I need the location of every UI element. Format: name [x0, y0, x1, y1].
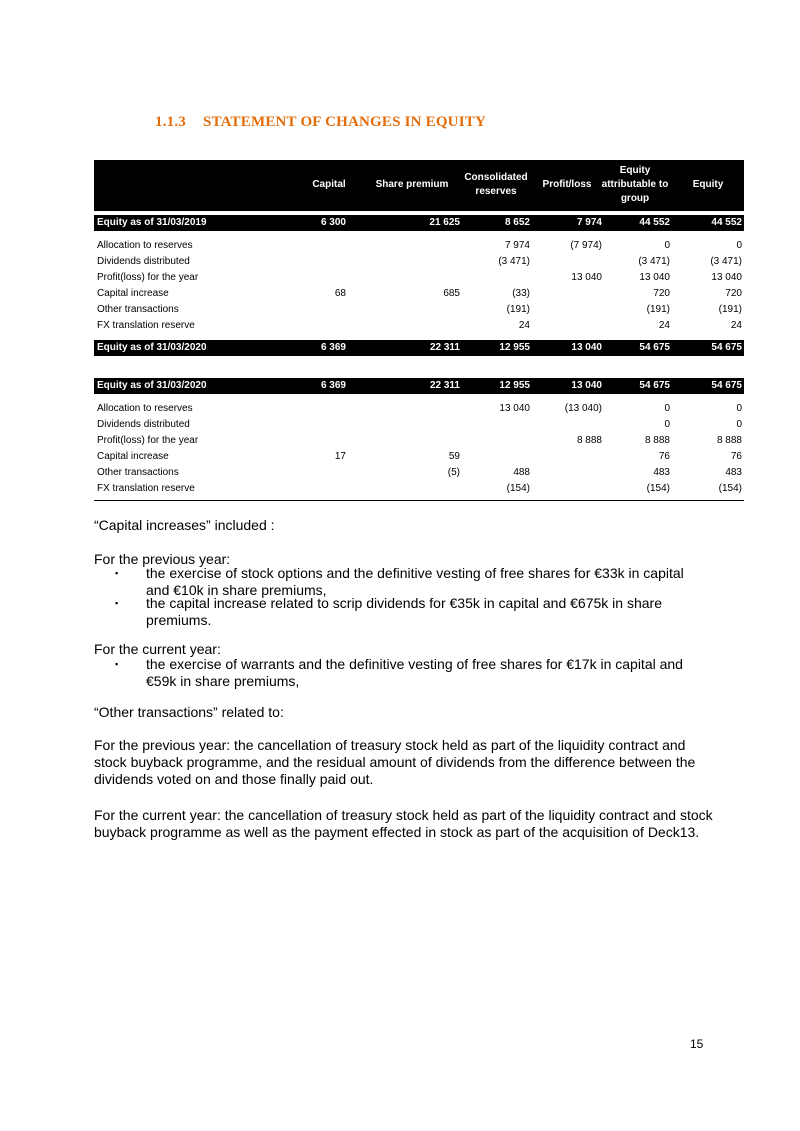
table-row: Capital increase 68 685 (33) 720 720 [97, 288, 742, 299]
table-row: Profit(loss) for the year 13 040 13 040 13 040 [97, 272, 742, 283]
list-item: ▪ the exercise of warrants and the definitive vesting of free shares for €17k in capital and €59k in share premiums, [115, 656, 683, 689]
bullet-marker: ▪ [115, 659, 119, 669]
list-item: ▪ the exercise of stock options and the definitive vesting of free shares for €33k in capital and €10k in share premiums, [115, 565, 684, 598]
table-bottom-rule [94, 500, 744, 501]
note-paragraph: “Other transactions” related to: [94, 704, 284, 720]
table-row: Allocation to reserves 7 974 (7 974) 0 0 [97, 240, 742, 251]
table-row: FX translation reserve (154) (154) (154) [97, 483, 742, 494]
col-header-capital: Capital [312, 179, 346, 190]
section-number: 1.1.3 [155, 114, 186, 130]
table-row: Dividends distributed (3 471) (3 471) (3 471) [97, 256, 742, 267]
table-row: Capital increase 17 59 76 76 [97, 451, 742, 462]
table-row: Other transactions (191) (191) (191) [97, 304, 742, 315]
col-header-profit-loss: Profit/loss [542, 179, 592, 190]
table-row: Other transactions (5) 488 483 483 [97, 467, 742, 478]
col-header-equity: Equity [692, 179, 724, 190]
col-header-consolidated-reserves: Consolidated reserves [464, 172, 528, 197]
note-paragraph: For the previous year: the cancellation of treasury stock held as part of the liquidity contract and stock buyback programme, and the residual amount of dividends from the difference between the dividends voted on and those finally paid out. [94, 737, 696, 787]
table-row: FX translation reserve 24 24 24 [97, 320, 742, 331]
col-header-share-premium: Share premium [375, 179, 449, 190]
equity-table-block-1 [94, 215, 744, 356]
section-heading [155, 114, 486, 131]
note-paragraph: “Capital increases” included : [94, 517, 275, 533]
note-paragraph: For the current year: the cancellation of treasury stock held as part of the liquidity contract and stock buyback programme as well as the payment effected in stock as part of the acquisition of Deck13. [94, 807, 713, 840]
page-number: 15 [690, 1037, 704, 1051]
note-paragraph: For the previous year: [94, 551, 231, 567]
table-header [94, 160, 744, 211]
list-item: ▪ the capital increase related to scrip dividends for €35k in capital and €675k in share premiums. [115, 595, 662, 628]
note-paragraph: For the current year: [94, 641, 221, 657]
bullet-marker: ▪ [115, 598, 119, 608]
col-header-equity-group: Equity attributable to group [601, 165, 669, 204]
bullet-marker: ▪ [115, 568, 119, 578]
closing-balance-row: Equity as of 31/03/2020 6 369 22 311 12 955 13 040 54 675 54 675 [94, 340, 744, 356]
equity-table-block-2 [94, 378, 744, 497]
section-title: STATEMENT OF CHANGES IN EQUITY [203, 114, 486, 130]
table-row: Allocation to reserves 13 040 (13 040) 0 0 [97, 403, 742, 414]
table-row: Profit(loss) for the year 8 888 8 888 8 888 [97, 435, 742, 446]
opening-balance-row: Equity as of 31/03/2019 6 300 21 625 8 652 7 974 44 552 44 552 [94, 215, 744, 231]
table-row: Dividends distributed 0 0 [97, 419, 742, 430]
opening-balance-row: Equity as of 31/03/2020 6 369 22 311 12 955 13 040 54 675 54 675 [94, 378, 744, 394]
